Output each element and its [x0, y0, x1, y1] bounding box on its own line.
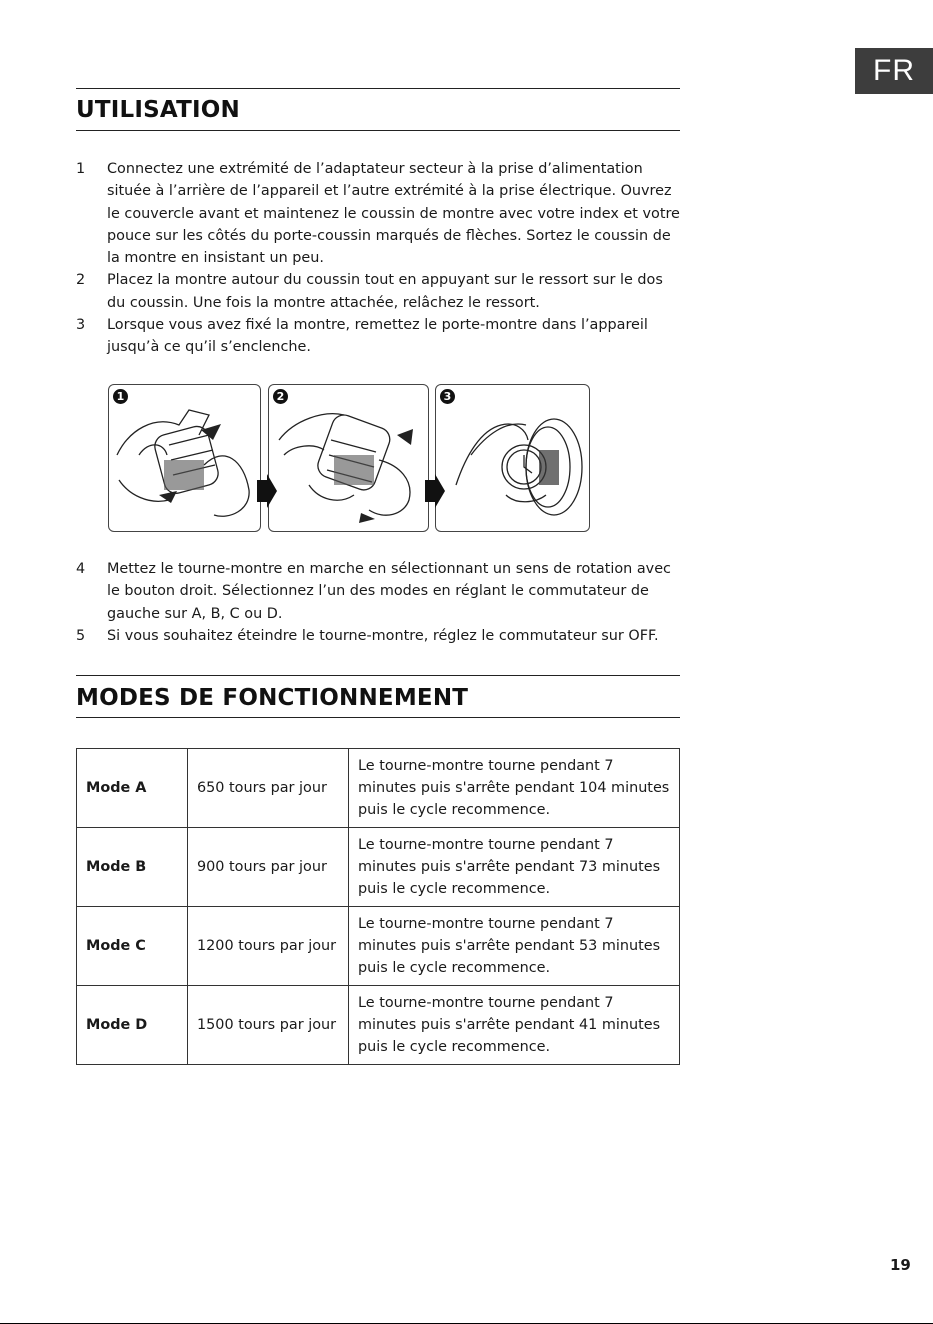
- arrow-right-icon: [257, 474, 277, 508]
- arrow-right-icon: [425, 474, 445, 508]
- instruction-figure: [108, 384, 590, 532]
- step-text: Si vous souhaitez éteindre le tourne-montre, réglez le commutateur sur OFF.: [107, 627, 659, 644]
- list-item: [76, 158, 680, 269]
- step-number: 4: [76, 561, 86, 577]
- list-item: [76, 558, 680, 625]
- watch-icon: [436, 385, 589, 531]
- table-row: [77, 986, 680, 1065]
- hand-arrow-icon: [269, 385, 428, 531]
- section-rule-top: [76, 88, 680, 89]
- step-badge: 3: [440, 389, 455, 404]
- step-number: 3: [76, 317, 86, 334]
- hand-arrow-icon: [109, 385, 260, 531]
- language-tab: FR: [855, 48, 933, 94]
- mode-description-cell: Le tourne-montre tourne pendant 7 minutes puis s'arrête pendant 41 minutes puis le cycle recommence.: [349, 986, 680, 1065]
- step-number: 5: [76, 627, 86, 644]
- section-rule-bottom: [76, 130, 680, 131]
- section-rule-bottom: [76, 717, 680, 718]
- step-number: 1: [76, 161, 86, 177]
- table-row: [77, 749, 680, 828]
- mode-name-cell: Mode C: [77, 907, 188, 986]
- section-title-utilisation: UTILISATION: [76, 97, 240, 123]
- step-badge: 1: [113, 389, 128, 404]
- figure-panel-2: [268, 384, 429, 532]
- mode-turns-cell: 650 tours par jour: [188, 749, 349, 828]
- mode-description-cell: Le tourne-montre tourne pendant 7 minutes puis s'arrête pendant 104 minutes puis le cycle recommence.: [349, 749, 680, 828]
- step-number: 2: [76, 272, 86, 289]
- page-number: 19: [890, 1256, 911, 1274]
- step-text: Mettez le tourne-montre en marche en sélectionnant un sens de rotation avec le bouton droit. Sélectionnez l’un des modes en réglant le commutateur de gauche sur A, B, C ou D.: [107, 561, 671, 622]
- mode-turns-cell: 1200 tours par jour: [188, 907, 349, 986]
- steps-list-a: [76, 158, 680, 359]
- list-item: [76, 625, 680, 647]
- mode-turns-cell: 1500 tours par jour: [188, 986, 349, 1065]
- section-title-modes: MODES DE FONCTIONNEMENT: [76, 685, 469, 711]
- mode-description-cell: Le tourne-montre tourne pendant 7 minutes puis s'arrête pendant 73 minutes puis le cycle recommence.: [349, 828, 680, 907]
- section-rule-top: [76, 675, 680, 676]
- list-item: [76, 314, 680, 359]
- step-text: Connectez une extrémité de l’adaptateur secteur à la prise d’alimentation située à l’arrière de l’appareil et l’autre extrémité à la prise électrique. Ouvrez le couvercle avant et maintenez le coussin de montre avec votre index et votre pouce sur les côtés du porte-coussin marqués de flèches. Sortez le coussin de la montre en insistant un peu.: [107, 161, 680, 267]
- step-text: Lorsque vous avez fixé la montre, remettez le porte-montre dans l’appareil jusqu’à ce qu’il s’enclenche.: [107, 317, 648, 356]
- figure-panel-3: [435, 384, 590, 532]
- steps-list-b: [76, 558, 680, 647]
- modes-table: [76, 748, 680, 1065]
- mode-name-cell: Mode D: [77, 986, 188, 1065]
- mode-name-cell: Mode B: [77, 828, 188, 907]
- mode-name-cell: Mode A: [77, 749, 188, 828]
- table-row: [77, 907, 680, 986]
- table-row: [77, 828, 680, 907]
- figure-panel-1: [108, 384, 261, 532]
- list-item: [76, 269, 680, 314]
- step-badge: 2: [273, 389, 288, 404]
- step-text: Placez la montre autour du coussin tout en appuyant sur le ressort sur le dos du coussin. Une fois la montre attachée, relâchez le ressort.: [107, 272, 663, 311]
- mode-turns-cell: 900 tours par jour: [188, 828, 349, 907]
- mode-description-cell: Le tourne-montre tourne pendant 7 minutes puis s'arrête pendant 53 minutes puis le cycle recommence.: [349, 907, 680, 986]
